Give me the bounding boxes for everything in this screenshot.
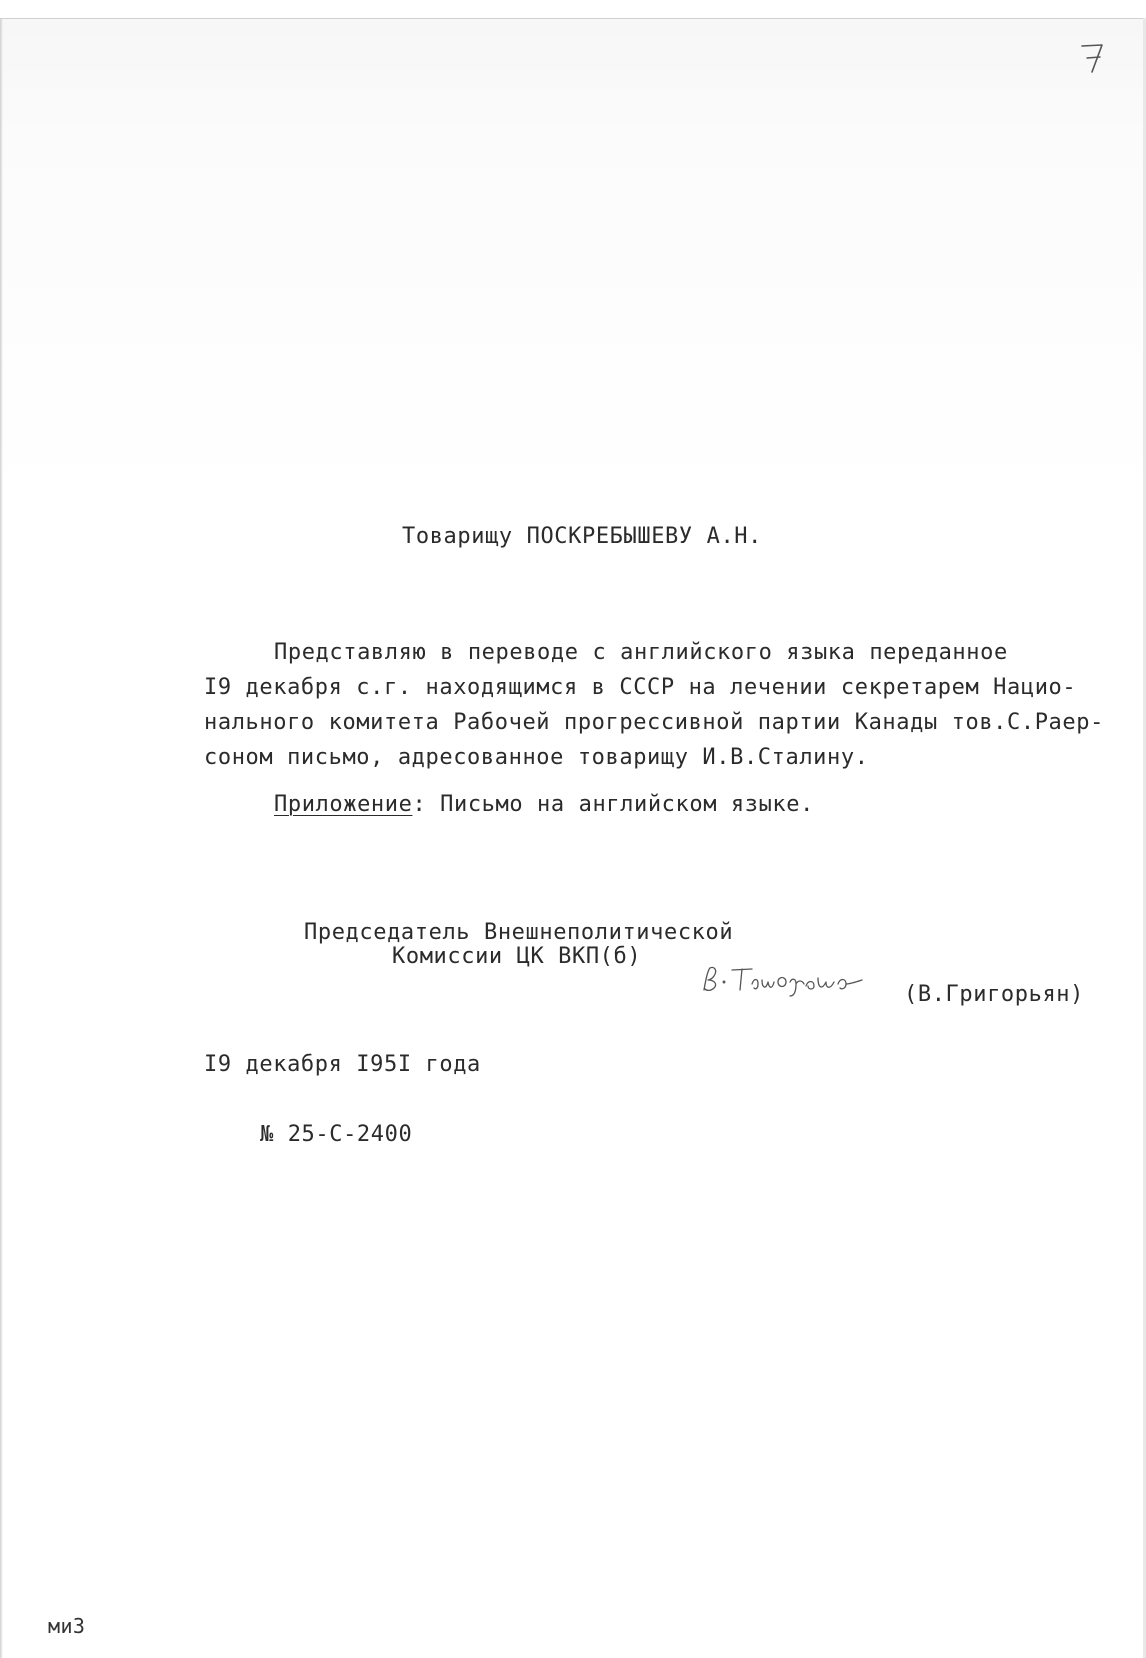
signatory-title-line-2: Комиссии ЦК ВКП(б) (392, 944, 642, 969)
reference-number: № 25-С-2400 (260, 1122, 413, 1147)
attachment-line (274, 794, 814, 816)
body-line-4: соном письмо, адресованное товарищу И.В.Сталину. (204, 745, 869, 770)
body-line-3: нального комитета Рабочей прогрессивной партии Канады тов.С.Раер- (204, 710, 1104, 735)
scan-left-shadow (0, 18, 3, 1658)
attachment-text: : Письмо на английском языке. (412, 792, 814, 817)
footer-code: миЗ (48, 1614, 86, 1638)
body-line-2: I9 декабря с.г. находящимся в СССР на лечении секретарем Нацио- (204, 675, 1077, 700)
signatory-title-line-1: Председатель Внешнеполитической (304, 920, 734, 945)
addressee: Товарищу ПОСКРЕБЫШЕВУ А.Н. (402, 524, 762, 549)
signatory-name: (В.Григорьян) (904, 982, 1084, 1007)
attachment-label: Приложение (274, 792, 413, 817)
document-date: I9 декабря I95I года (204, 1052, 481, 1077)
scan-top-edge (0, 0, 1146, 19)
handwritten-signature (700, 960, 880, 1000)
body-line-1: Представляю в переводе с английского языка переданное (274, 640, 1008, 665)
handwritten-page-number (1078, 40, 1108, 74)
